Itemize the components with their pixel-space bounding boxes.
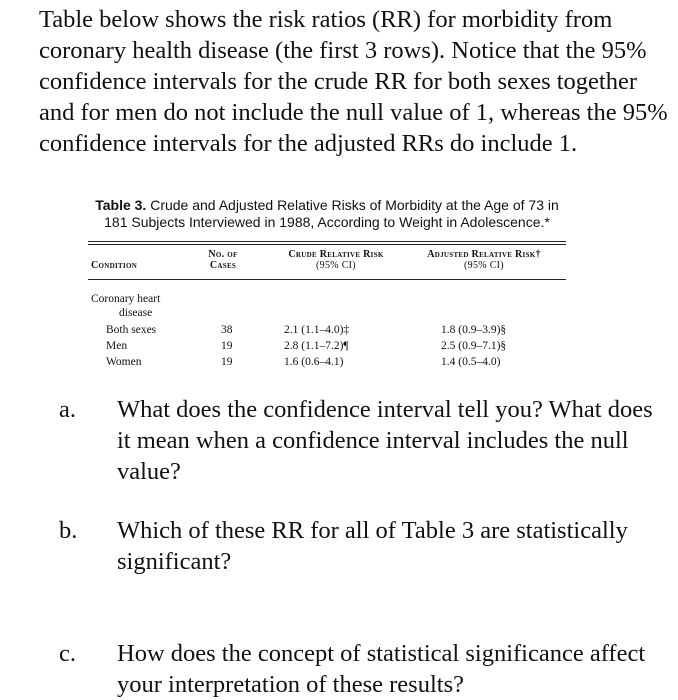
table-body <box>88 280 566 368</box>
row-label-women: Women <box>106 356 142 368</box>
row-cases-men: 19 <box>221 340 233 352</box>
group-label-line2: disease <box>119 307 153 319</box>
subquestion-b <box>59 515 668 577</box>
table-header <box>88 245 566 277</box>
row-label-men: Men <box>106 340 128 352</box>
header-crude-line2: (95% CI) <box>316 260 356 271</box>
row-adjusted-women: 1.4 (0.5–4.0) <box>441 356 501 368</box>
header-cases-line2: Cases <box>209 260 237 271</box>
subquestion-b-label: b. <box>59 517 78 544</box>
question-intro-text: Table below shows the risk ratios (RR) for morbidity from coronary health disease (the first 3 rows). Notice that the 95% confidence intervals for the crude RR for both sexes together and for men do not include the null value of 1, whereas the 95% confidence intervals for the adjusted RRs do include 1. <box>39 6 668 157</box>
row-cases-both-sexes: 38 <box>221 324 233 336</box>
question-intro <box>10 4 670 159</box>
header-adjusted-line1: Adjusted Relative Risk† <box>427 249 541 260</box>
subquestion-c <box>59 638 668 700</box>
question-number <box>10 4 39 35</box>
row-adjusted-men: 2.5 (0.9–7.1)§ <box>441 340 507 352</box>
row-crude-both-sexes: 2.1 (1.1–4.0)‡ <box>284 324 350 336</box>
header-crude-line1: Crude Relative Risk <box>288 249 384 260</box>
subquestion-b-text: Which of these RR for all of Table 3 are statistically significant? <box>117 517 628 575</box>
subquestion-c-text: How does the concept of statistical significance affect your interpretation of these results? <box>117 640 646 698</box>
subquestion-a <box>59 394 668 487</box>
row-crude-men: 2.8 (1.1–7.2)¶ <box>284 340 349 352</box>
header-condition: Condition <box>91 260 138 271</box>
table-label: Table 3. <box>95 197 147 213</box>
row-crude-women: 1.6 (0.6–4.1) <box>284 356 344 368</box>
subquestion-c-label: c. <box>59 640 76 667</box>
table-figure <box>88 197 566 368</box>
table-caption-text: Crude and Adjusted Relative Risks of Morbidity at the Age of 73 in 181 Subjects Interviewed in 1988, According to Weight in Adolescence.* <box>104 197 559 230</box>
row-label-both-sexes: Both sexes <box>106 324 157 336</box>
subquestion-a-label: a. <box>59 396 76 423</box>
header-adjusted-line2: (95% CI) <box>464 260 504 271</box>
table-caption <box>88 197 566 231</box>
group-label-line1: Coronary heart <box>91 293 161 305</box>
row-adjusted-both-sexes: 1.8 (0.9–3.9)§ <box>441 324 507 336</box>
row-cases-women: 19 <box>221 356 233 368</box>
subquestion-a-text: What does the confidence interval tell you? What does it mean when a confidence interval includes the null value? <box>117 396 653 485</box>
header-cases-line1: No. of <box>208 249 238 260</box>
